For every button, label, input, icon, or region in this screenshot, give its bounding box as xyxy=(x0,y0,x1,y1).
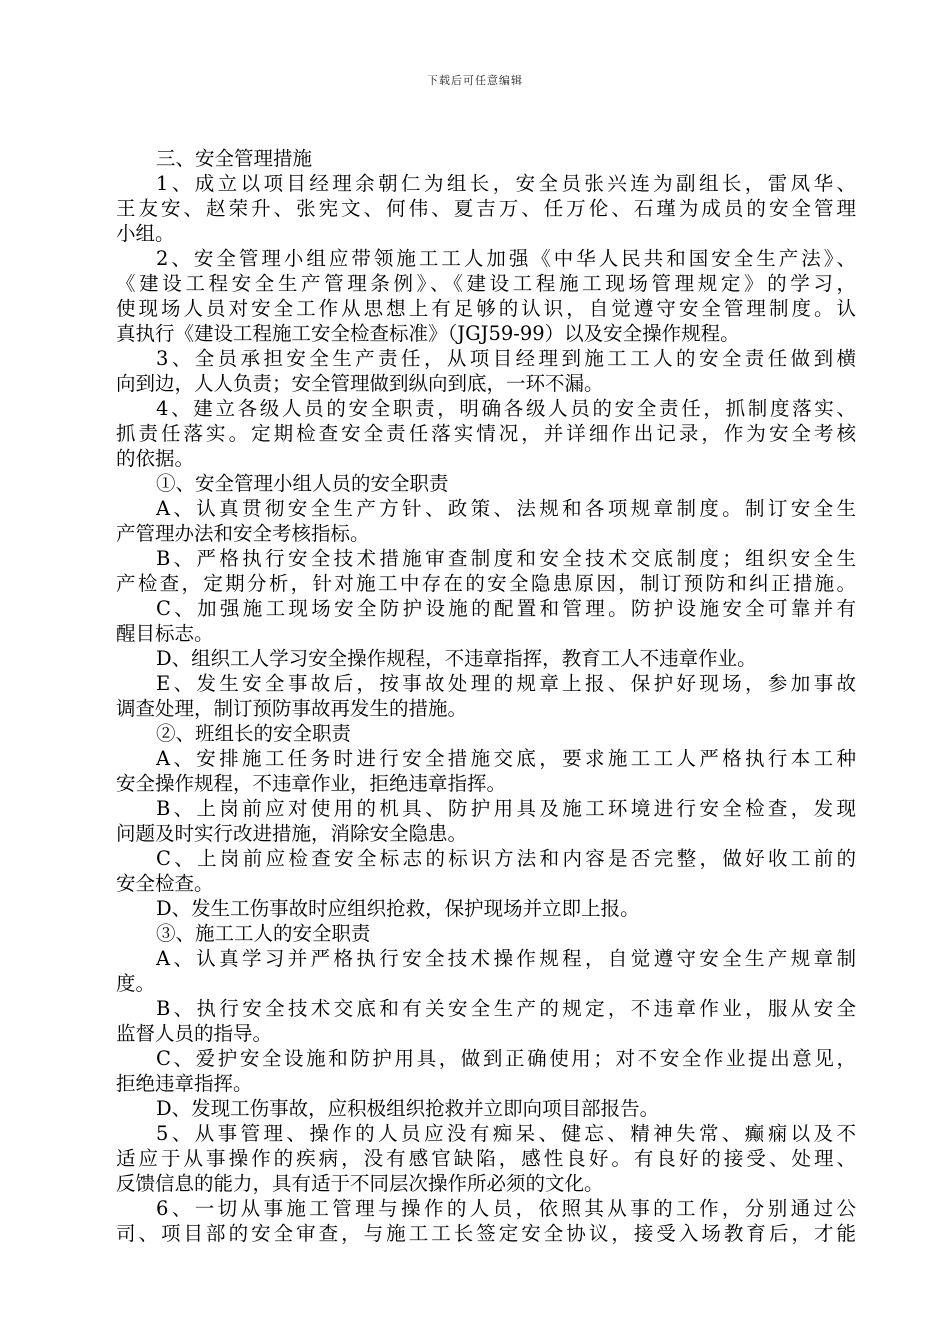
text-line: 向到边，人人负责；安全管理做到纵向到底，一环不漏。 xyxy=(116,372,604,395)
text-line: 适应于从事操作的疾病，没有感官缺陷，感性良好。有良好的接受、处理、 xyxy=(116,1147,856,1170)
text-line: 司、项目部的安全审查，与施工工长签定安全协议，接受入场教育后，才能 xyxy=(116,1222,856,1245)
text-line: B、执行安全技术交底和有关安全生产的规定，不违章作业，服从安全 xyxy=(156,997,856,1020)
text-line: 使现场人员对安全工作从思想上有足够的认识，自觉遵守安全管理制度。认 xyxy=(116,297,856,320)
text-line: 2、安全管理小组应带领施工工人加强《中华人民共和国安全生产法》、 xyxy=(156,247,856,270)
text-line: 的依据。 xyxy=(116,447,195,470)
text-line: 真执行《建设工程施工安全检查标准》（JGJ59-99）以及安全操作规程。 xyxy=(116,322,740,345)
text-line: 4、建立各级人员的安全职责，明确各级人员的安全责任，抓制度落实、 xyxy=(156,397,856,420)
text-line: 调查处理，制订预防事故再发生的措施。 xyxy=(116,697,468,720)
text-line: 6、一切从事施工管理与操作的人员，依照其从事的工作，分别通过公 xyxy=(156,1197,856,1220)
text-line: 产检查，定期分析，针对施工中存在的安全隐患原因，制订预防和纠正措施。 xyxy=(116,572,856,595)
text-line: A、认真贯彻安全生产方针、政策、法规和各项规章制度。制订安全生 xyxy=(156,497,856,520)
text-line: A、安排施工任务时进行安全措施交底，要求施工工人严格执行本工种 xyxy=(156,747,856,770)
text-line: E、发生安全事故后，按事故处理的规章上报、保护好现场，参加事故 xyxy=(156,672,856,695)
text-line: ①、安全管理小组人员的安全职责 xyxy=(156,472,449,495)
text-line: 安全检查。 xyxy=(116,872,214,895)
text-line: 抓责任落实。定期检查安全责任落实情况，并详细作出记录，作为安全考核 xyxy=(116,422,856,445)
text-line: B、上岗前应对使用的机具、防护用具及施工环境进行安全检查，发现 xyxy=(156,797,856,820)
text-line: B、严格执行安全技术措施审查制度和安全技术交底制度；组织安全生 xyxy=(156,547,856,570)
text-line: 醒目标志。 xyxy=(116,622,214,645)
text-line: 度。 xyxy=(116,972,156,995)
text-line: A、认真学习并严格执行安全技术操作规程，自觉遵守安全生产规章制 xyxy=(156,947,856,970)
text-line: 产管理办法和安全考核指标。 xyxy=(116,522,370,545)
document-body xyxy=(116,146,856,1246)
text-line: 小组。 xyxy=(116,222,175,245)
text-line: D、组织工人学习安全操作规程，不违章指挥，教育工人不违章作业。 xyxy=(156,647,757,670)
text-line: 监督人员的指导。 xyxy=(116,1022,273,1045)
text-line: 1、成立以项目经理余朝仁为组长，安全员张兴连为副组长，雷凤华、 xyxy=(156,172,856,195)
text-line: C、加强施工现场安全防护设施的配置和管理。防护设施安全可靠并有 xyxy=(156,597,856,620)
text-line: 安全操作规程，不违章作业，拒绝违章指挥。 xyxy=(116,772,507,795)
text-line: 问题及时实行改进措施，消除安全隐患。 xyxy=(116,822,468,845)
text-line: C、爱护安全设施和防护用具，做到正确使用；对不安全作业提出意见， xyxy=(156,1047,856,1070)
text-line: 反馈信息的能力，具有适于不同层次操作所必须的文化。 xyxy=(116,1172,604,1195)
text-line: 拒绝违章指挥。 xyxy=(116,1072,253,1095)
text-line: ③、施工工人的安全职责 xyxy=(156,922,371,945)
text-line: 王友安、赵荣升、张宪文、何伟、夏吉万、任万伦、石瑾为成员的安全管理 xyxy=(116,197,856,220)
text-line: D、发现工伤事故，应积极组织抢救并立即向项目部报告。 xyxy=(156,1097,660,1120)
text-line: 3、全员承担安全生产责任，从项目经理到施工工人的安全责任做到横 xyxy=(156,347,856,370)
text-line: ②、班组长的安全职责 xyxy=(156,722,352,745)
text-line: 5、从事管理、操作的人员应没有痴呆、健忘、精神失常、癫痫以及不 xyxy=(156,1122,856,1145)
page-header: 下载后可任意编辑 xyxy=(427,74,523,87)
text-line: 三、安全管理措施 xyxy=(156,147,313,170)
text-line: 《建设工程安全生产管理条例》、《建设工程施工现场管理规定》的学习， xyxy=(116,272,856,295)
text-line: C、上岗前应检查安全标志的标识方法和内容是否完整，做好收工前的 xyxy=(156,847,856,870)
text-line: D、发生工伤事故时应组织抢救，保护现场并立即上报。 xyxy=(156,897,640,920)
